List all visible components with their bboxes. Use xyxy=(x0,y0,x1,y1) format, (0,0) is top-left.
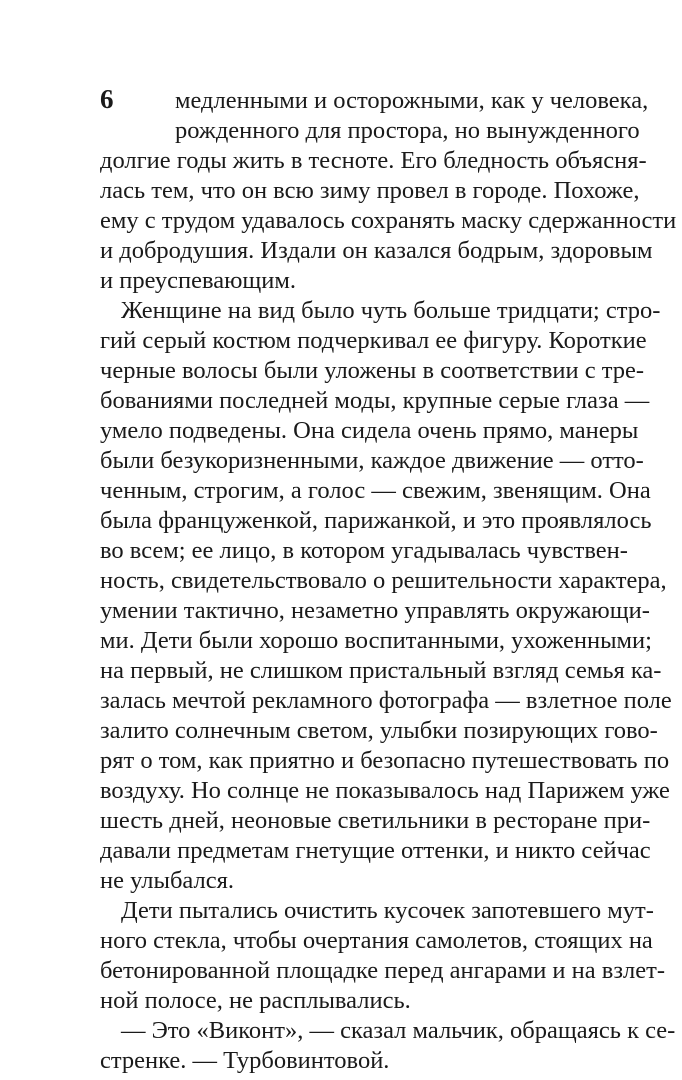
text-line: рожденного для простора, но вынужденного xyxy=(175,117,640,144)
text-line: ченным, строгим, а голос — свежим, звенящим. Она xyxy=(100,477,651,504)
text-line: рят о том, как приятно и безопасно путешествовать по xyxy=(100,747,670,774)
text-line: давали предметам гнетущие оттенки, и никто сейчас xyxy=(100,837,651,864)
text-line: была француженкой, парижанкой, и это проявлялось xyxy=(100,507,652,534)
text-line: бованиями последней моды, крупные серые глаза — xyxy=(100,387,650,414)
text-line: и добродушия. Издали он казался бодрым, здоровым xyxy=(100,237,653,264)
text-line: залась мечтой рекламного фотографа — взлетное поле xyxy=(100,687,672,714)
text-line: ность, свидетельствовало о решительности характера, xyxy=(100,567,667,594)
text-line: и преуспевающим. xyxy=(100,267,296,294)
text-line: во всем; ее лицо, в котором угадывалась чувствен- xyxy=(100,537,628,564)
text-line: долгие годы жить в тесноте. Его бледность объясня- xyxy=(100,147,647,174)
text-line: — Это «Виконт», — сказал мальчик, обращаясь к се- xyxy=(121,1017,676,1044)
text-line: не улыбался. xyxy=(100,867,235,894)
text-line: гий серый костюм подчеркивал ее фигуру. Короткие xyxy=(100,327,647,354)
text-line: Дети пытались очистить кусочек запотевшего мут- xyxy=(121,897,654,924)
text-line: ного стекла, чтобы очертания самолетов, стоящих на xyxy=(100,927,653,954)
text-line: черные волосы были уложены в соответствии с тре- xyxy=(100,357,645,384)
text-line: медленными и осторожными, как у человека, xyxy=(175,87,649,114)
text-line: залито солнечным светом, улыбки позирующих гово- xyxy=(100,717,658,744)
text-line: воздуху. Но солнце не показывалось над Парижем уже xyxy=(100,777,670,804)
text-line: умении тактично, незаметно управлять окружающи- xyxy=(100,597,650,624)
text-line: лась тем, что он всю зиму провел в городе. Похоже, xyxy=(100,177,640,204)
page-number: 6 xyxy=(100,84,114,114)
text-line: Женщине на вид было чуть больше тридцати; стро- xyxy=(121,297,661,324)
text-line: стренке. — Турбовинтовой. xyxy=(100,1047,390,1074)
text-line: ему с трудом удавалось сохранять маску сдержанности xyxy=(100,207,677,234)
text-line: ми. Дети были хорошо воспитанными, ухоженными; xyxy=(100,627,652,654)
text-line: были безукоризненными, каждое движение — отто- xyxy=(100,447,644,474)
text-line: ной полосе, не расплывались. xyxy=(100,987,411,1014)
text-line: на первый, не слишком пристальный взгляд семья ка- xyxy=(100,657,662,684)
text-line: бетонированной площадке перед ангарами и на взлет- xyxy=(100,957,665,984)
text-line: шесть дней, неоновые светильники в ресторане при- xyxy=(100,807,651,834)
text-line: умело подведены. Она сидела очень прямо, манеры xyxy=(100,417,639,444)
